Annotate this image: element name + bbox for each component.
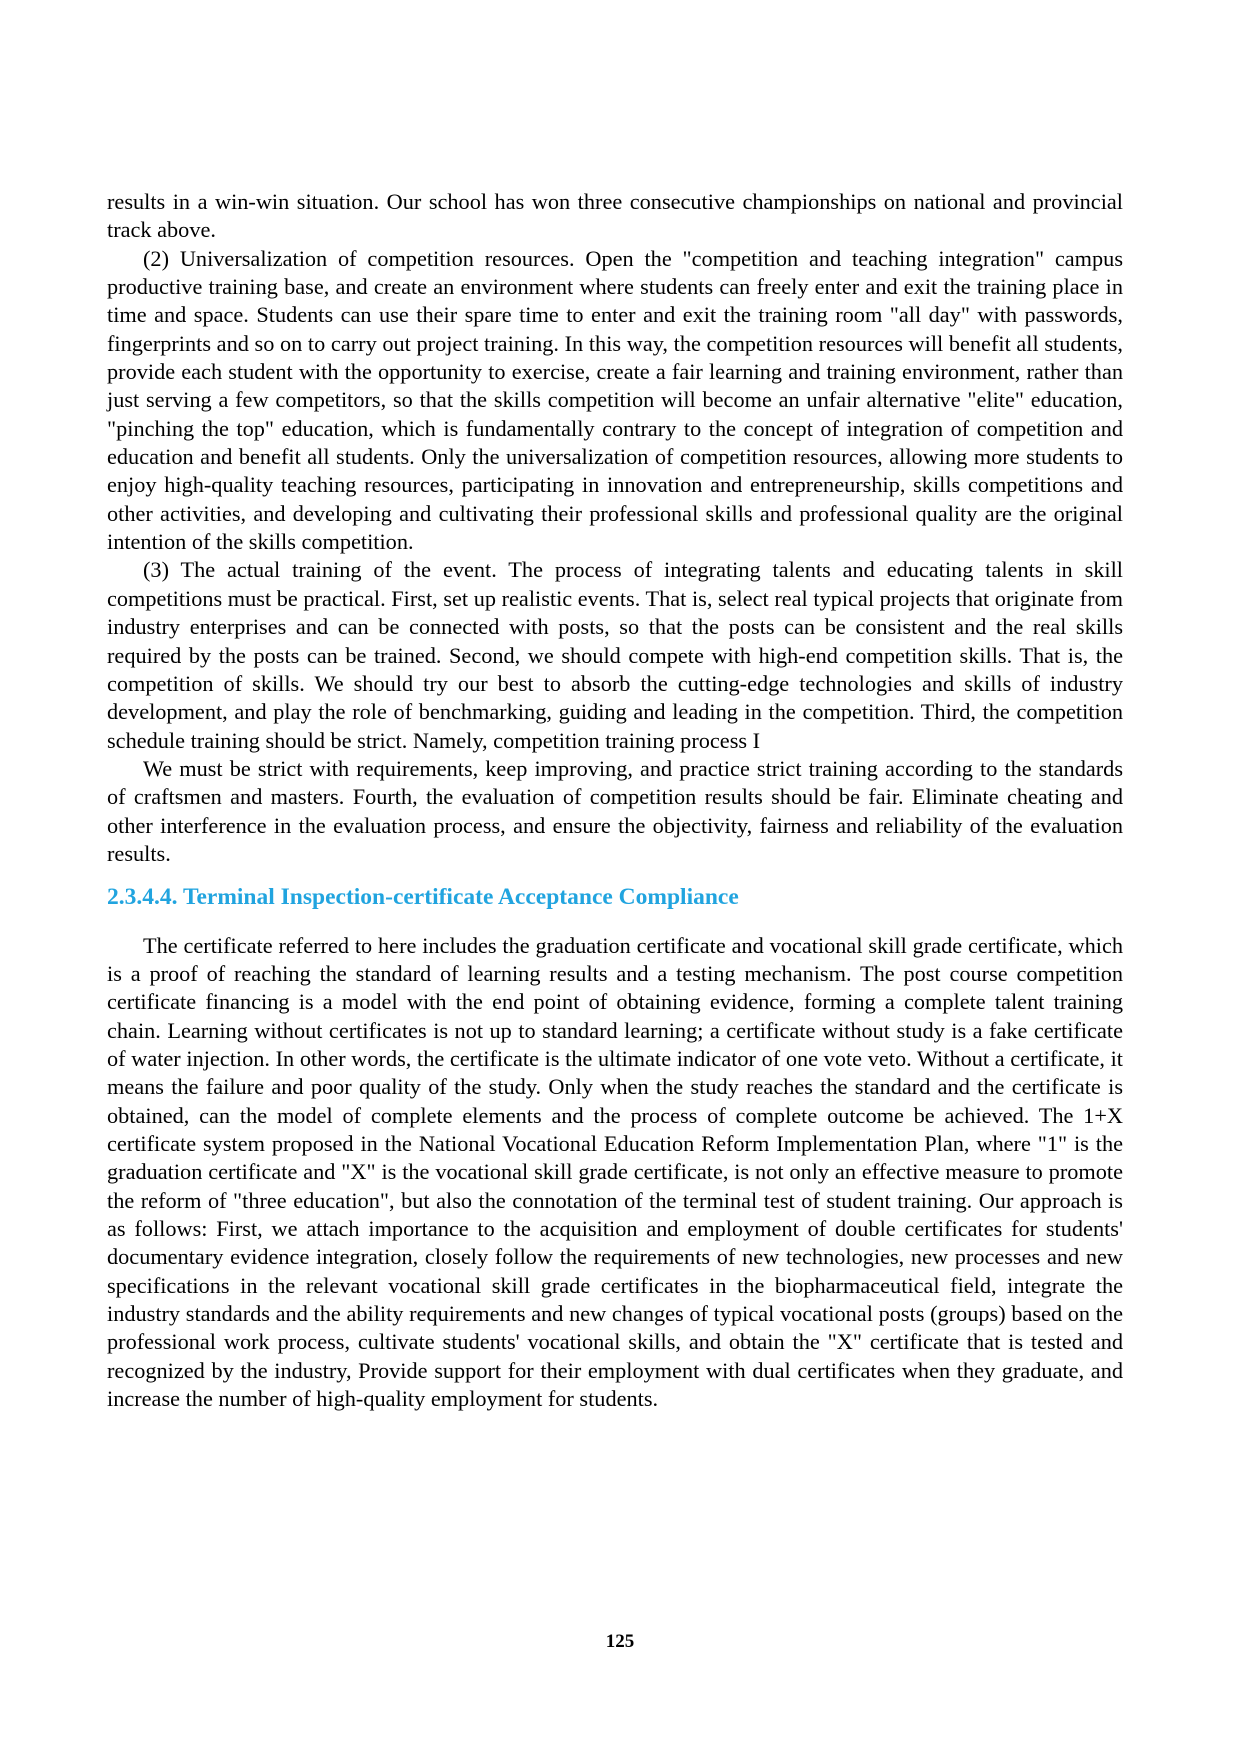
paragraph-actual-training-of-the-event: (3) The actual training of the event. The process of integrating talents and educating talents in skill competitions must be practical. First, set up realistic events. That is, select real typical projects that originate from industry enterprises and can be connected with posts, so that the posts can be consistent and the real skills required by the posts can be trained. Second, we should compete with high-end competition skills. That is, the competition of skills. We should try our best to absorb the cutting-edge technologies and skills of industry development, and play the role of benchmarking, guiding and leading in the competition. Third, the competition schedule training should be strict. Namely, competition training process I — [107, 557, 1123, 753]
paragraph-certificate-acceptance: The certificate referred to here includes the graduation certificate and vocational skill grade certificate, which is a proof of reaching the standard of learning results and a testing mechanism. The post course competition certificate financing is a model with the end point of obtaining evidence, forming a complete talent training chain. Learning without certificates is not up to standard learning; a certificate without study is a fake certificate of water injection. In other words, the certificate is the ultimate indicator of one vote veto. Without a certificate, it means the failure and poor quality of the study. Only when the study reaches the standard and the certificate is obtained, can the model of complete elements and the process of complete outcome be achieved. The 1+X certificate system proposed in the National Vocational Education Reform Implementation Plan, where "1" is the graduation certificate and "X" is the vocational skill grade certificate, is not only an effective measure to promote the reform of "three education", but also the connotation of the terminal test of student training. Our approach is as follows: First, we attach importance to the acquisition and employment of double certificates for students' documentary evidence integration, closely follow the requirements of new technologies, new processes and new specifications in the relevant vocational skill grade certificates in the biopharmaceutical field, integrate the industry standards and the ability requirements and new changes of typical vocational posts (groups) based on the professional work process, cultivate students' vocational skills, and obtain the "X" certificate that is tested and recognized by the industry, Provide support for their employment with dual certificates when they graduate, and increase the number of high-quality employment for students. — [107, 932, 1123, 1412]
page-number: 125 — [605, 1631, 635, 1652]
paragraph-continued-from-previous-page: results in a win-win situation. Our school has won three consecutive championships on national and provincial track above. — [107, 189, 1123, 243]
body-text — [107, 188, 1123, 1413]
section-heading: 2.3.4.4. Terminal Inspection-certificate Acceptance Compliance — [107, 884, 739, 911]
paragraph-universalization-of-competition-resources: (2) Universalization of competition resources. Open the "competition and teaching integration" campus productive training base, and create an environment where students can freely enter and exit the training place in time and space. Students can use their spare time to enter and exit the training room "all day" with passwords, fingerprints and so on to carry out project training. In this way, the competition resources will benefit all students, provide each student with the opportunity to exercise, create a fair learning and training environment, rather than just serving a few competitors, so that the skills competition will become an unfair alternative "elite" education, "pinching the top" education, which is fundamentally contrary to the concept of integration of competition and education and benefit all students. Only the universalization of competition resources, allowing more students to enjoy high-quality teaching resources, participating in innovation and entrepreneurship, skills competitions and other activities, and developing and cultivating their professional skills and professional quality are the original intention of the skills competition. — [107, 245, 1123, 555]
page-footer — [0, 1631, 1240, 1653]
paragraph-strict-requirements: We must be strict with requirements, keep improving, and practice strict training according to the standards of craftsmen and masters. Fourth, the evaluation of competition results should be fair. Eliminate cheating and other interference in the evaluation process, and ensure the objectivity, fairness and reliability of the evaluation results. — [107, 755, 1123, 866]
